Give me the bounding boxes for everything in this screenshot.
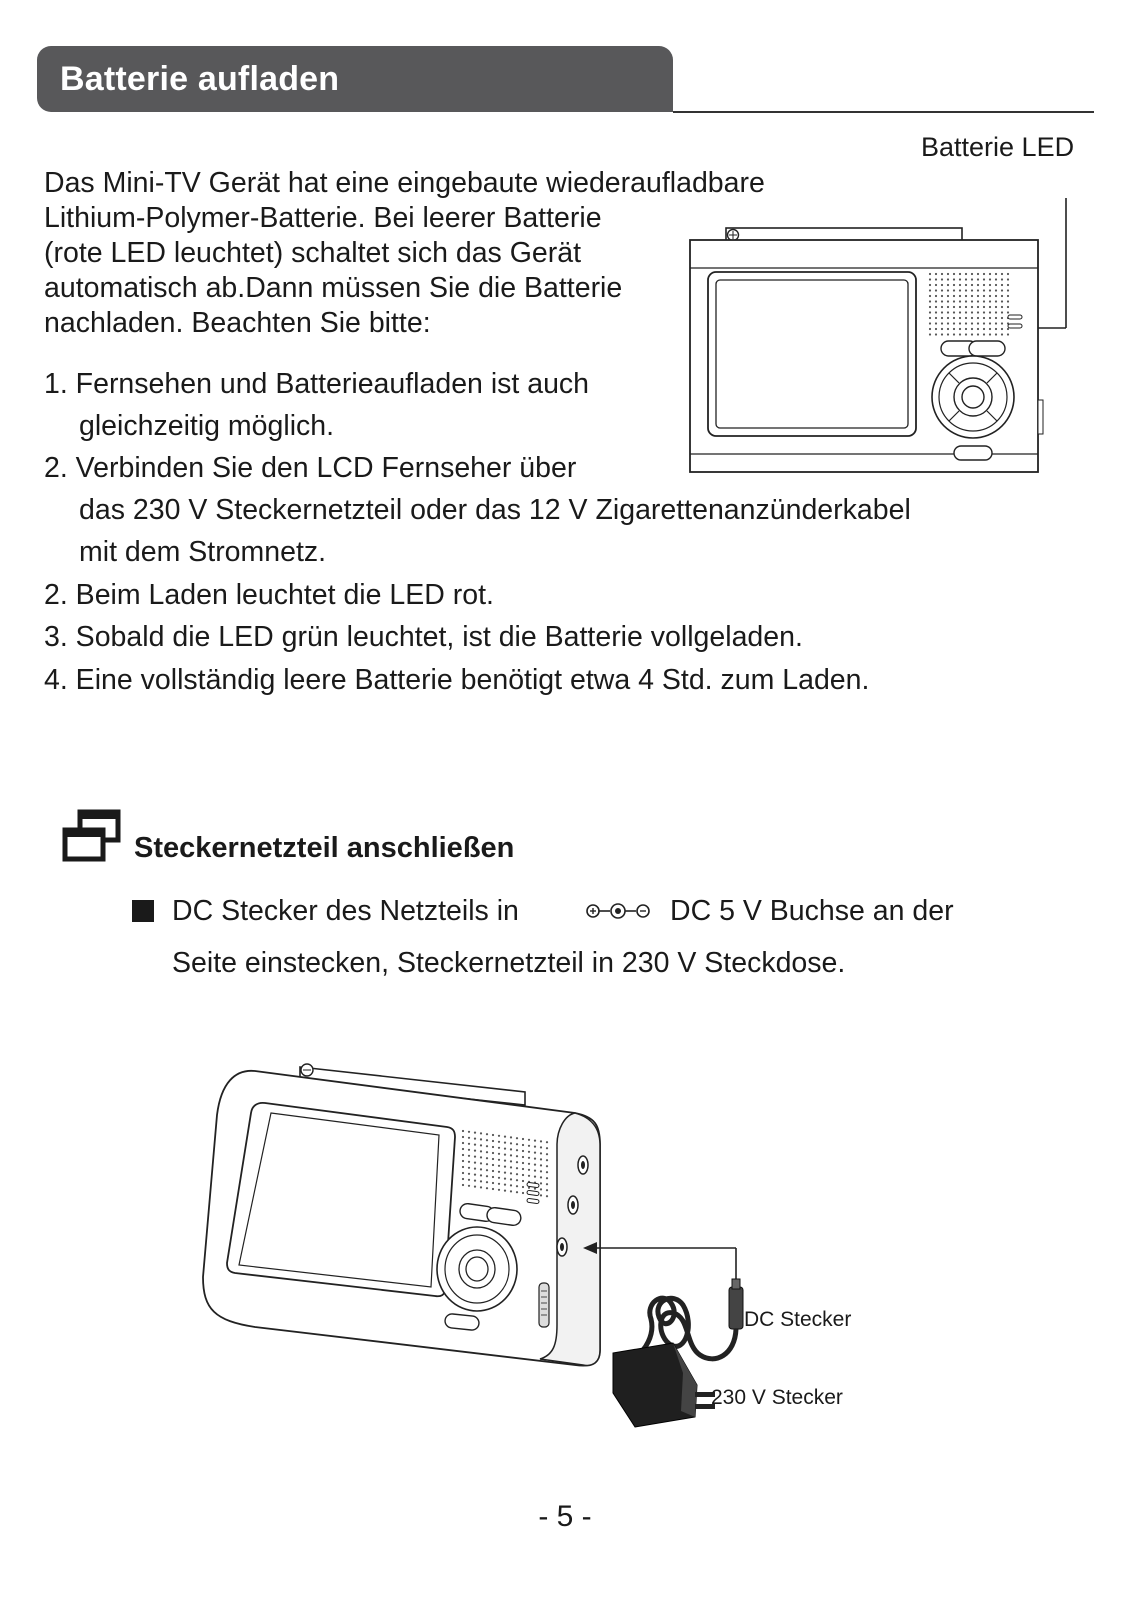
list-item-2-line-2: das 230 V Steckernetzteil oder das 12 V Zigarettenanzünderkabel (79, 494, 911, 526)
mains-plug-label: 230 V Stecker (711, 1386, 843, 1409)
intro-line-4: automatisch ab.Dann müssen Sie die Batterie (44, 272, 623, 304)
list-item-2-line-3: mit dem Stromnetz. (79, 536, 327, 568)
list-item-3: 2. Beim Laden leuchtet die LED rot. (44, 579, 494, 611)
dc-plug-label: DC Stecker (744, 1308, 852, 1331)
instruction-line-1-end: DC 5 V Buchse an der (670, 895, 954, 927)
page-number: - 5 - (538, 1500, 592, 1533)
list-item-4: 3. Sobald die LED grün leuchtet, ist die Batterie vollgeladen. (44, 621, 803, 653)
list-item-5: 4. Eine vollständig leere Batterie benötigt etwa 4 Std. zum Laden. (44, 664, 870, 696)
section-window-icon (62, 810, 122, 864)
page-title: Batterie aufladen (60, 60, 340, 98)
tv-adapter-illustration (195, 1055, 895, 1435)
list-item-1-line-1: 1. Fernsehen und Batterieaufladen ist auch (44, 368, 590, 400)
intro-line-3: (rote LED leuchtet) schaltet sich das Gerät (44, 237, 581, 269)
list-item-1-line-2: gleichzeitig möglich. (79, 410, 335, 442)
intro-line-1: Das Mini-TV Gerät hat eine eingebaute wiederaufladbare (44, 167, 765, 199)
instruction-line-2: Seite einstecken, Steckernetzteil in 230 V Steckdose. (172, 947, 846, 979)
intro-line-5: nachladen. Beachten Sie bitte: (44, 307, 431, 339)
section-title: Steckernetzteil anschließen (134, 832, 515, 864)
list-item-2-line-1: 2. Verbinden Sie den LCD Fernseher über (44, 452, 577, 484)
header-divider (673, 111, 1094, 113)
battery-led-label: Batterie LED (921, 132, 1075, 162)
tv-front-illustration (688, 190, 1108, 490)
instruction-line-1-start: DC Stecker des Netzteils in (172, 895, 519, 927)
dc-polarity-icon (585, 901, 651, 921)
bullet-square (132, 900, 154, 922)
intro-line-2: Lithium-Polymer-Batterie. Bei leerer Batterie (44, 202, 602, 234)
